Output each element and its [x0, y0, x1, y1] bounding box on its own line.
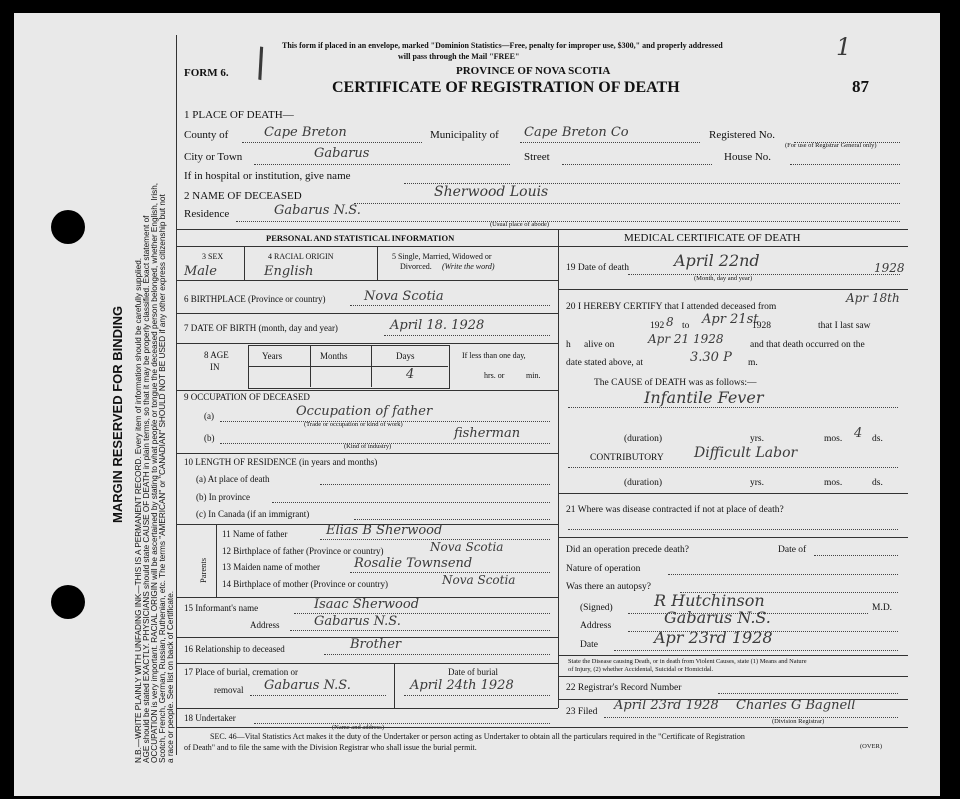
to-year-value: 1928	[752, 321, 771, 331]
sex-label: 3 SEX	[202, 252, 224, 261]
occ-a-label: (a)	[204, 411, 214, 421]
binding-margin-label: MARGIN RESERVED FOR BINDING	[110, 305, 125, 523]
duration-label: (duration)	[624, 434, 662, 444]
to-date-value: Apr 21st	[702, 312, 759, 327]
city-label: City or Town	[184, 151, 243, 163]
father-birthplace-label: 12 Birthplace of father (Province or country)	[222, 546, 384, 556]
margin-note-line: N.B.—WRITE PLAINLY WITH UNFADING INK—THIS IS A PERMANENT RECORD. Every item of information should be carefully supplied.	[134, 257, 143, 763]
certificate-page	[14, 13, 940, 796]
yrs-label: yrs.	[750, 434, 764, 444]
marital-hint: (Write the word)	[442, 262, 495, 271]
hrs-label: hrs. or	[484, 371, 505, 380]
province-heading: PROVINCE OF NOVA SCOTIA	[456, 65, 611, 77]
house-no-label: House No.	[724, 151, 772, 163]
city-value: Gabarus	[314, 146, 370, 161]
alive-prefix: h	[566, 340, 571, 350]
mos-label: mos.	[824, 434, 843, 444]
margin-note-line: Scotch, French, German, Russian, Ruthenian, etc. The terms "AMERICAN" or "CANADIAN" SHOULD NOT BE USED if any other express citizenship but not	[158, 194, 167, 763]
parents-label: Parents	[198, 557, 208, 583]
residence-a-label: (a) At place of death	[196, 474, 270, 484]
birthplace-value: Nova Scotia	[364, 289, 444, 304]
registered-no-label: Registered No.	[709, 129, 775, 141]
age-label: IN	[210, 362, 220, 372]
to-label: to	[682, 321, 690, 331]
margin-note-line: a race or people. See list on back of Certificate.	[166, 590, 175, 763]
abode-note: (Usual place of abode)	[490, 221, 550, 228]
death-date-value: April 22nd	[674, 251, 760, 270]
form-border	[176, 35, 177, 755]
envelope-note: This form if placed in an envelope, marked "Dominion Statistics—Free, penalty for improper use, $300," and properly addressed	[282, 41, 723, 50]
marital-label: Divorced.	[400, 262, 432, 271]
length-residence-label: 10 LENGTH OF RESIDENCE (in years and months)	[184, 457, 378, 467]
alive-date-value: Apr 21 1928	[648, 332, 724, 346]
death-year-value: 1928	[874, 261, 905, 275]
contributory-label: CONTRIBUTORY	[590, 453, 664, 463]
informant-value: Isaac Sherwood	[314, 597, 420, 612]
year-prefix: 192	[650, 321, 665, 331]
autopsy-label: Was there an autopsy?	[566, 582, 651, 592]
mother-name-label: 13 Maiden name of mother	[222, 562, 320, 572]
occ-a-note: (Trade or occupation or kind of work)	[304, 421, 403, 428]
last-saw-label: that I last saw	[818, 321, 871, 331]
division-note: (Division Registrar)	[772, 718, 825, 725]
informant-label: 15 Informant's name	[184, 603, 259, 613]
deceased-name-value: Sherwood Louis	[434, 184, 549, 200]
certify-label: 20 I HEREBY CERTIFY that I attended deceased from	[566, 302, 777, 312]
contracted-label: 21 Where was disease contracted if not at place of death?	[566, 505, 784, 515]
address-label: Address	[580, 621, 612, 631]
ds-label: ds.	[872, 434, 883, 444]
months-label: Months	[320, 351, 348, 361]
occ-b-value: fisherman	[454, 426, 521, 441]
filed-value: April 23rd 1928	[614, 698, 719, 713]
dob-value: April 18. 1928	[390, 318, 485, 333]
death-occurred-label: and that death occurred on the	[750, 340, 865, 350]
date-stated-label: date stated above, at	[566, 358, 644, 368]
margin-note-line: AGE should be stated EXACTLY. PHYSICIANS should state CAUSE OF DEATH in plain terms, so that it may be properly classified. Exact statement of	[142, 215, 151, 763]
division-registrar-value: Charles G Bagnell	[736, 698, 856, 713]
undertaker-note	[332, 725, 384, 732]
registrar-note: (For use of Registrar General only)	[785, 142, 877, 149]
cause-value: Infantile Fever	[644, 388, 764, 407]
envelope-note: will pass through the Mail "FREE"	[398, 52, 520, 61]
relationship-label: 16 Relationship to deceased	[184, 644, 285, 654]
divider	[176, 229, 908, 230]
md-label: M.D.	[872, 603, 893, 613]
burial-date-value: April 24th 1928	[410, 678, 514, 693]
dob-label: 7 DATE OF BIRTH (month, day and year)	[184, 323, 338, 333]
time-value: 3.30 P	[690, 350, 732, 365]
corner-mark: 1	[836, 33, 852, 61]
mother-name-value: Rosalie Townsend	[354, 556, 473, 571]
over-label: (OVER)	[860, 743, 883, 750]
from-date-value: Apr 18th	[846, 291, 900, 305]
occ-b-note: (Kind of industry)	[344, 443, 392, 450]
marital-label: 5 Single, Married, Widowed or	[392, 252, 492, 261]
informant-address-value: Gabarus N.S.	[314, 614, 401, 629]
mother-birthplace-label: 14 Birthplace of mother (Province or country)	[222, 579, 388, 589]
cause-days-value: 4	[854, 426, 863, 441]
age-label: 8 AGE	[204, 350, 229, 360]
residence-value: Gabarus N.S.	[274, 203, 361, 218]
operation-nature-label: Nature of operation	[566, 564, 641, 574]
death-date-label: 19 Date of death	[566, 263, 630, 273]
street-label: Street	[524, 151, 550, 163]
racial-label: 4 RACIAL ORIGIN	[268, 252, 334, 261]
state-note: State the Disease causing Death, or in death from Violent Causes, state (1) Means and Nature	[568, 658, 807, 665]
father-birthplace-value: Nova Scotia	[430, 540, 504, 554]
date-value: Apr 23rd 1928	[654, 628, 773, 647]
address-value: Gabarus N.S.	[664, 608, 771, 627]
deceased-name-label: 2 NAME OF DECEASED	[184, 190, 302, 202]
record-number: 87	[852, 77, 869, 96]
place-section-label: 1 PLACE OF DEATH—	[184, 109, 294, 121]
residence-b-label: (b) In province	[196, 492, 250, 502]
ds-label: ds.	[872, 478, 883, 488]
burial-label: removal	[214, 685, 244, 695]
county-label: County of	[184, 129, 229, 141]
operation-label: Did an operation precede death?	[566, 545, 689, 555]
occupation-label: 9 OCCUPATION OF DECEASED	[184, 392, 310, 402]
page-title: CERTIFICATE OF REGISTRATION OF DEATH	[332, 79, 680, 96]
residence-c-label: (c) In Canada (if an immigrant)	[196, 509, 310, 519]
medical-heading: MEDICAL CERTIFICATE OF DEATH	[624, 232, 801, 244]
column-divider	[558, 229, 559, 708]
informant-address-label: Address	[250, 620, 280, 630]
m-label: m.	[748, 358, 758, 368]
operation-date-label: Date of	[778, 545, 807, 555]
punch-hole	[51, 210, 85, 244]
mother-birthplace-value: Nova Scotia	[442, 573, 516, 587]
footer-note: of Death" and to file the same with the Division Registrar who shall issue the burial permit.	[184, 743, 477, 752]
margin-note-line: OCCUPATION is very important. RACIAL ORIGIN will be ascertained by stating to what people or tongue the deceased person belonged, whether English, Irish,	[150, 182, 159, 763]
alive-label: alive on	[584, 340, 615, 350]
punch-hole	[51, 585, 85, 619]
sex-value: Male	[184, 264, 217, 279]
state-note: of Injury, (2) whether Accidental, Suicidal or Homicidal.	[568, 666, 714, 673]
undertaker-label: 18 Undertaker	[184, 713, 236, 723]
from-year-suffix: 8	[666, 315, 674, 329]
relationship-value: Brother	[350, 637, 402, 652]
min-label: min.	[526, 371, 541, 380]
form-number: FORM 6.	[184, 67, 229, 79]
occ-a-value: Occupation of father	[296, 404, 433, 419]
municipality-label: Municipality of	[430, 129, 499, 141]
mos-label: mos.	[824, 478, 843, 488]
birthplace-label: 6 BIRTHPLACE (Province or country)	[184, 294, 326, 304]
cause-label: The CAUSE of DEATH was as follows:—	[594, 378, 757, 388]
yrs-label: yrs.	[750, 478, 764, 488]
residence-label: Residence	[184, 208, 230, 220]
father-name-value: Elias B Sherwood	[326, 523, 443, 538]
days-label: Days	[396, 351, 415, 361]
years-label: Years	[262, 351, 283, 361]
racial-value: English	[264, 264, 314, 279]
hospital-label: If in hospital or institution, give name	[184, 170, 351, 182]
footer-note: SEC. 46—Vital Statistics Act makes it the duty of the Undertaker or person acting as Undertaker to obtain all the particulars required in the "Certificate of Registration	[210, 732, 745, 741]
reg-record-label: 22 Registrar's Record Number	[566, 683, 682, 693]
days-value: 4	[406, 367, 415, 382]
burial-date-label: Date of burial	[448, 667, 498, 677]
personal-heading: PERSONAL AND STATISTICAL INFORMATION	[266, 233, 455, 243]
county-value: Cape Breton	[264, 125, 347, 140]
father-name-label: 11 Name of father	[222, 529, 288, 539]
signed-value: R Hutchinson	[654, 591, 765, 610]
signed-label: (Signed)	[580, 603, 613, 613]
municipality-value: Cape Breton Co	[524, 125, 629, 140]
duration-label: (duration)	[624, 478, 662, 488]
burial-place-value: Gabarus N.S.	[264, 678, 351, 693]
burial-label: 17 Place of burial, cremation or	[184, 667, 298, 677]
less-day-note: If less than one day,	[462, 351, 526, 360]
occ-b-label: (b)	[204, 433, 215, 443]
filed-label: 23 Filed	[566, 707, 598, 717]
date-label: Date	[580, 640, 598, 650]
death-date-note: (Month, day and year)	[694, 275, 753, 282]
check-mark: \	[250, 39, 272, 87]
contributory-value: Difficult Labor	[694, 445, 798, 461]
